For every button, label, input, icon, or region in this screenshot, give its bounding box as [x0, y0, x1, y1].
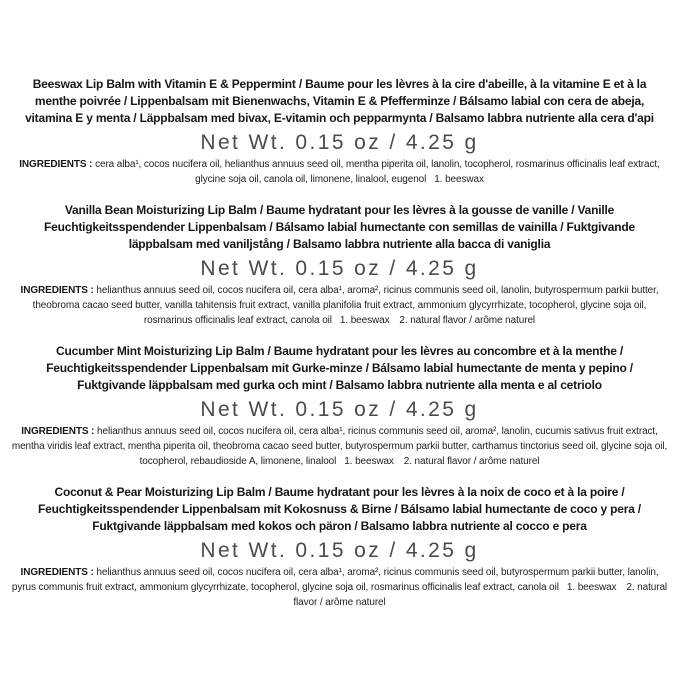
net-weight: Net Wt. 0.15 oz / 4.25 g [200, 131, 479, 154]
ingredients-label: INGREDIENTS : [21, 426, 95, 437]
ingredients-footnotes: 1. beeswax [434, 174, 484, 185]
product-title: Cucumber Mint Moisturizing Lip Balm / Baume hydratant pour les lèvres au concombre et à la menthe / Feuchtigkeitsspendender Lippenbalsam mit Gurke-minze / Bálsamo labial humectante de menta y pepino / Fuktgivande läppbalsam med gurka och mint / Balsamo labbra nutriente alla menta e al cetriolo [46, 344, 633, 392]
product-section-vanilla-bean [11, 202, 668, 328]
ingredients-label: INGREDIENTS : [20, 285, 94, 296]
ingredients-list: helianthus annuus seed oil, cocos nucifera oil, cera alba¹, aroma², ricinus communis seed oil, butyrospermum parkii butter, lanolin, pyrus communis fruit extract, ammonium glycyrrhizate, tocopherol, glycine soja oil, rosmarinus officinalis leaf extract, canola oil [11, 567, 659, 593]
product-title: Beeswax Lip Balm with Vitamin E & Peppermint / Baume pour les lèvres à la cire d'abeille, à la vitamine E et à la menthe poivrée / Lippenbalsam mit Bienenwachs, Vitamin E & Pfefferminze / Bálsamo labial con cera de abeja, vitamina E y menta / Läppbalsam med bivax, E-vitamin och pepparmynta / Balsamo labbra nutriente alla cera d'api [25, 77, 654, 125]
ingredients-label: INGREDIENTS : [19, 159, 93, 170]
ingredients-footnotes: 1. beeswax 2. natural flavor / arôme naturel [339, 315, 536, 326]
ingredients-list: helianthus annuus seed oil, cocos nucifera oil, cera alba¹, aroma², ricinus communis seed oil, lanolin, butyrospermum parkii butter, theobroma cacao seed butter, vanilla tahitensis fruit extract, vanilla planifolia fruit extract, ammonium glycyrrhizate, tocopherol, glycine soja oil, rosmarinus officinalis leaf extract, canola oil [32, 285, 659, 326]
ingredients-list: cera alba¹, cocos nucifera oil, helianthus annuus seed oil, mentha piperita oil, lanolin, tocopherol, rosmarinus officinalis leaf extract, glycine soja oil, canola oil, limonene, linalool, eugenol [95, 159, 660, 185]
ingredients-label: INGREDIENTS : [20, 567, 94, 578]
ingredients-paragraph [11, 157, 668, 187]
product-title: Vanilla Bean Moisturizing Lip Balm / Baume hydratant pour les lèvres à la gousse de vanille / Vanille Feuchtigkeitsspendender Lippenbalsam / Bálsamo labial humectante con semillas de vainilla / Fuktgivande läppbalsam med vaniljstång / Balsamo labbra nutriente alla bacca di vaniglia [44, 203, 635, 251]
ingredients-list: helianthus annuus seed oil, cocos nucifera oil, cera alba¹, ricinus communis seed oil, aroma², lanolin, cucumis sativus fruit extract, mentha viridis leaf extract, mentha piperita oil, theobroma cacao seed butter, butyrospermum parkii butter, carthamus tinctorius seed oil, glycine soja oil, tocopherol, rebaudioside A, limonene, linalool [11, 426, 668, 467]
ingredients-paragraph [11, 565, 668, 610]
ingredients-paragraph [11, 283, 668, 328]
ingredients-paragraph [11, 424, 668, 469]
product-section-cucumber-mint [11, 343, 668, 469]
product-title: Coconut & Pear Moisturizing Lip Balm / Baume hydratant pour les lèvres à la noix de coco et à la poire / Feuchtigkeitsspendender Lippenbalsam mit Kokosnuss & Birne / Bálsamo labial humectante de coco y pera / Fuktgivande läppbalsam med kokos och päron / Balsamo labbra nutriente al cocco e pera [38, 485, 641, 533]
ingredients-footnotes: 1. beeswax 2. natural flavor / arôme naturel [293, 582, 670, 608]
net-weight: Net Wt. 0.15 oz / 4.25 g [200, 257, 479, 280]
product-section-coconut-pear [11, 484, 668, 610]
product-section-beeswax [11, 76, 668, 187]
net-weight: Net Wt. 0.15 oz / 4.25 g [200, 539, 479, 562]
net-weight: Net Wt. 0.15 oz / 4.25 g [200, 398, 479, 421]
ingredients-footnotes: 1. beeswax 2. natural flavor / arôme naturel [344, 456, 540, 467]
